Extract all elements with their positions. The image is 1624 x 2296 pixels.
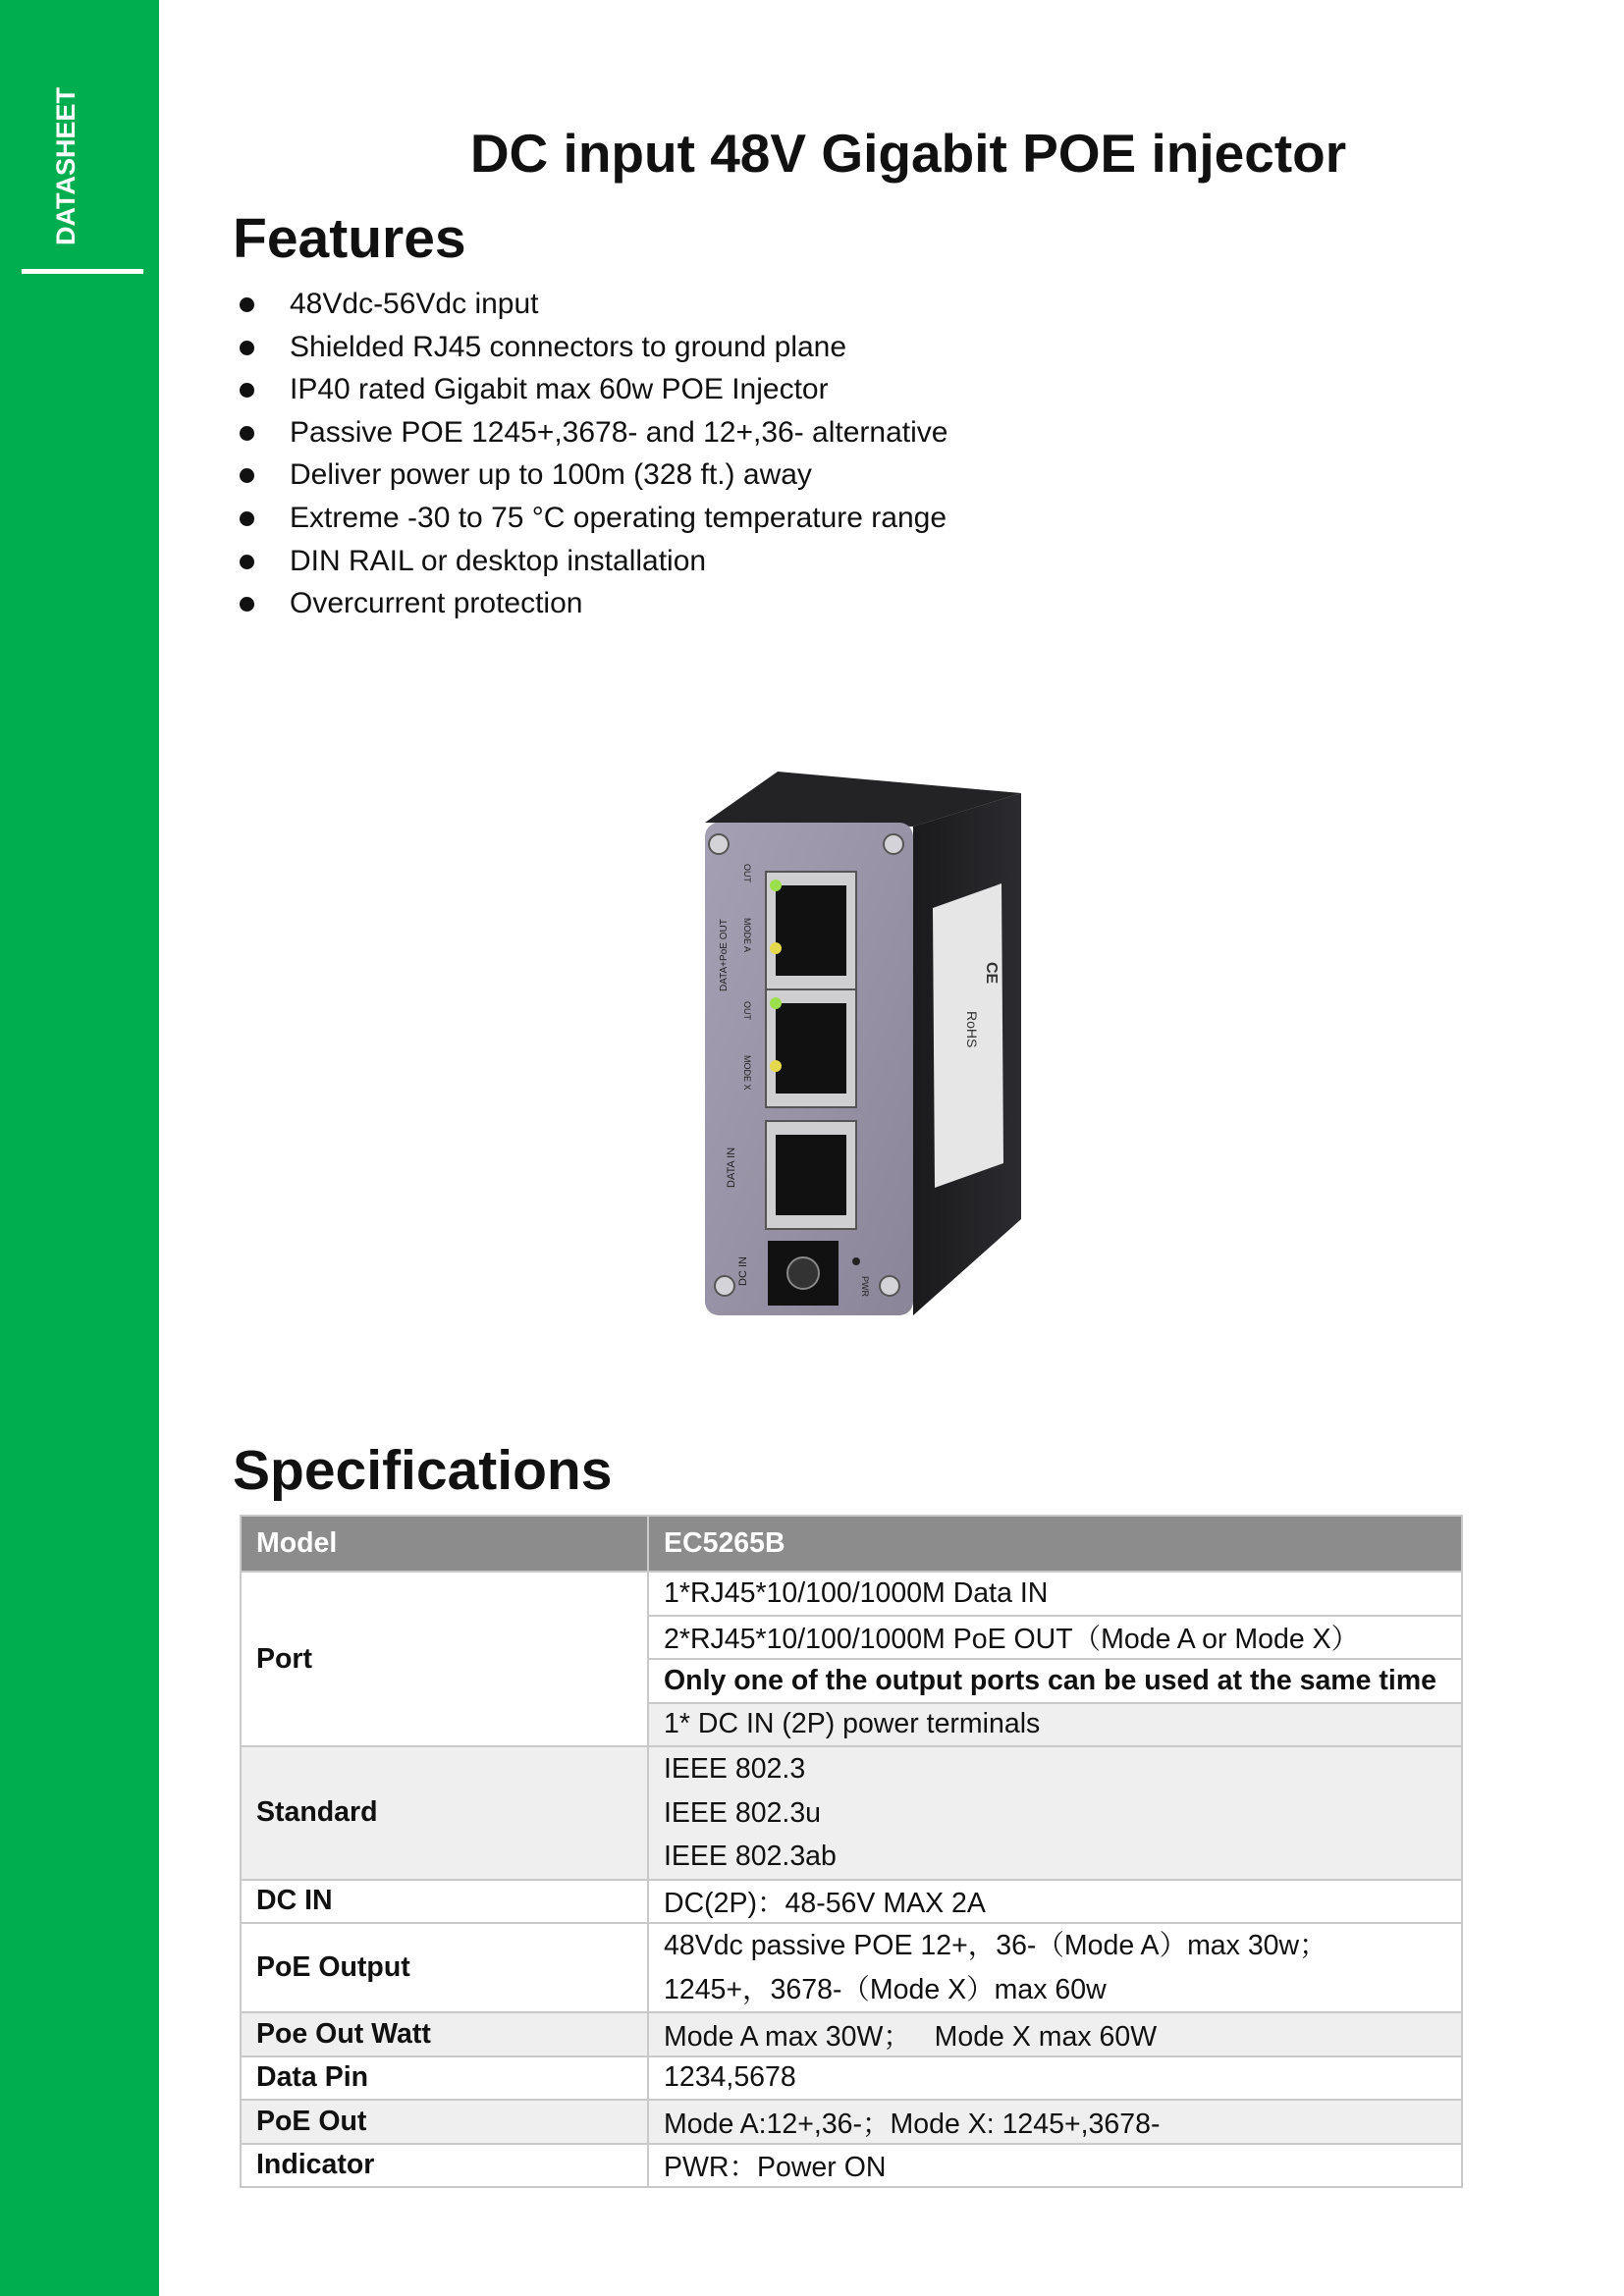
feature-item (236, 283, 947, 326)
led-green-icon (770, 997, 782, 1009)
screw-icon (715, 1276, 734, 1296)
label-mode-x: MODE X (742, 1055, 752, 1091)
feature-item (236, 454, 947, 497)
feature-item (236, 497, 947, 540)
specifications-table (240, 1515, 1463, 2188)
sidebar-divider (22, 269, 143, 274)
table-row (241, 1746, 1462, 1880)
poe-output-label: PoE Output (241, 1923, 648, 2012)
port-label: Port (241, 1572, 648, 1746)
table-row (241, 2144, 1462, 2188)
rohs-text: RoHS (964, 1011, 980, 1048)
poe-out-watt-label: Poe Out Watt (241, 2012, 648, 2056)
label-data-poe-out: DATA+PoE OUT (719, 919, 730, 991)
document-title: DC input 48V Gigabit POE injector (469, 123, 1347, 184)
poe-output-values (648, 1923, 1462, 2012)
port-note: Only one of the output ports can be used at the same time (648, 1659, 1462, 1703)
poe-out-watt-value: Mode A max 30W； Mode X max 60W (648, 2012, 1462, 2056)
screw-icon (884, 834, 903, 854)
data-pin-label: Data Pin (241, 2056, 648, 2101)
poe-out-value: Mode A:12+,36-；Mode X: 1245+,3678- (648, 2100, 1462, 2144)
standard-value: IEEE 802.3 (664, 1753, 806, 1785)
dc-jack-socket (787, 1257, 819, 1289)
pwr-led-icon (852, 1257, 860, 1265)
features-heading: Features (233, 207, 466, 270)
poe-output-line: 48Vdc passive POE 12+，36-（Mode A）max 30w； (664, 1930, 1327, 1961)
data-pin-value: 1234,5678 (648, 2056, 1462, 2101)
feature-text: Deliver power up to 100m (328 ft.) away (290, 458, 812, 492)
model-label: Model (241, 1516, 648, 1572)
standard-label: Standard (241, 1746, 648, 1880)
led-yellow-icon (770, 942, 782, 954)
table-header-row (241, 1516, 1462, 1572)
table-row (241, 2012, 1462, 2056)
poe-out-label: PoE Out (241, 2100, 648, 2144)
screw-icon (709, 834, 729, 854)
port-poe-out: 2*RJ45*10/100/1000M PoE OUT（Mode A or Mode X） (648, 1616, 1462, 1660)
ce-mark: CE (983, 962, 1000, 985)
rj45-socket (776, 885, 846, 976)
feature-text: IP40 rated Gigabit max 60w POE Injector (290, 373, 829, 406)
standard-value: IEEE 802.3ab (664, 1841, 837, 1872)
feature-text: 48Vdc-56Vdc input (290, 288, 539, 320)
rj45-socket (776, 1135, 846, 1215)
feature-text: Passive POE 1245+,3678- and 12+,36- alternative (290, 415, 948, 449)
bullet-icon (240, 297, 254, 312)
indicator-value: PWR：Power ON (648, 2144, 1462, 2188)
datasheet-label: DATASHEET (51, 87, 81, 245)
feature-text: DIN RAIL or desktop installation (290, 544, 707, 577)
model-value: EC5265B (648, 1516, 1462, 1572)
label-pwr: PWR (860, 1276, 870, 1297)
feature-item (236, 540, 947, 583)
table-row (241, 2100, 1462, 2144)
bullet-icon (240, 468, 254, 483)
feature-item (236, 582, 947, 625)
screw-icon (880, 1276, 899, 1296)
label-out-2: OUT (742, 1001, 752, 1020)
label-out: OUT (742, 864, 752, 882)
rj45-socket (776, 1003, 846, 1094)
product-photo (687, 766, 1031, 1325)
indicator-label: Indicator (241, 2144, 648, 2188)
bullet-icon (240, 597, 254, 612)
feature-item (236, 326, 947, 369)
poe-output-line: 1245+，3678-（Mode X）max 60w (664, 1973, 1107, 2005)
table-row (241, 1923, 1462, 2012)
feature-item (236, 411, 947, 454)
feature-list (236, 283, 947, 625)
bullet-icon (240, 511, 254, 526)
bullet-icon (240, 341, 254, 355)
table-row (241, 1572, 1462, 1616)
led-yellow-icon (770, 1060, 782, 1072)
port-data-in: 1*RJ45*10/100/1000M Data IN (648, 1572, 1462, 1616)
bullet-icon (240, 555, 254, 569)
table-row (241, 1880, 1462, 1924)
specifications-heading: Specifications (233, 1439, 613, 1502)
led-green-icon (770, 880, 782, 891)
label-mode-a: MODE A (742, 918, 752, 953)
bullet-icon (240, 426, 254, 441)
standard-value: IEEE 802.3u (664, 1796, 822, 1829)
bullet-icon (240, 383, 254, 398)
sidebar (0, 0, 159, 2296)
feature-text: Extreme -30 to 75 °C operating temperature range (290, 501, 947, 534)
label-data-in: DATA IN (726, 1147, 737, 1188)
table-row (241, 2056, 1462, 2101)
port-dc-in: 1* DC IN (2P) power terminals (648, 1703, 1462, 1747)
dc-in-label: DC IN (241, 1880, 648, 1924)
feature-item (236, 368, 947, 411)
dc-in-value: DC(2P)：48-56V MAX 2A (648, 1880, 1462, 1924)
standard-values (648, 1746, 1462, 1880)
label-dc-in: DC IN (737, 1256, 749, 1286)
feature-text: Shielded RJ45 connectors to ground plane (290, 330, 847, 363)
feature-text: Overcurrent protection (290, 587, 583, 620)
